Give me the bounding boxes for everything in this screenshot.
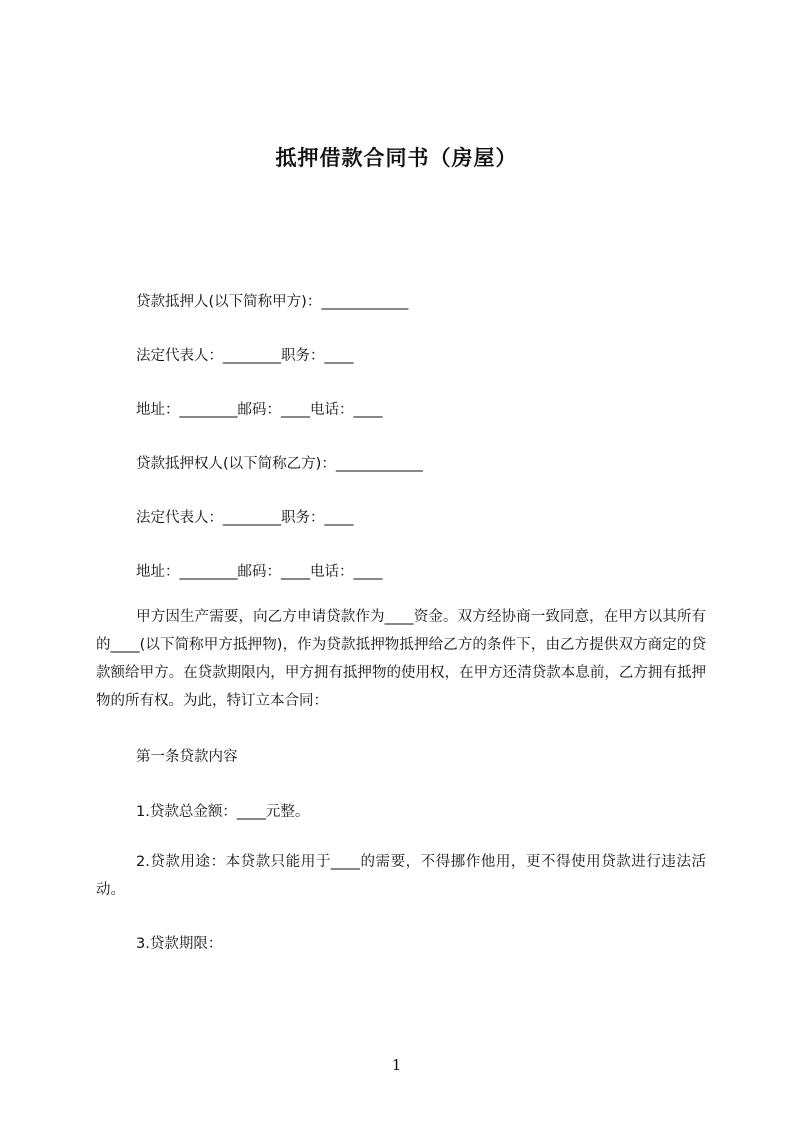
- lender-address-line: 地址：________邮码：____电话：____: [136, 564, 383, 580]
- lender-line: 贷款抵押权人(以下简称乙方)：____________: [136, 456, 423, 472]
- loan-purpose-text: 2.贷款用途：本贷款只能用于____的需要，不得挪作他用，更不得使用贷款进行违法活动。: [96, 854, 706, 898]
- loan-amount-item: 1.贷款总金额：____元整。: [136, 804, 310, 820]
- preamble-paragraph: [96, 603, 706, 715]
- document-title: 抵押借款合同书（房屋）: [275, 146, 518, 170]
- page-number: 1: [391, 1056, 402, 1074]
- lender-representative-line: 法定代表人：________职务：____: [136, 510, 354, 526]
- borrower-line: 贷款抵押人(以下简称甲方)：____________: [136, 294, 409, 310]
- article-1-heading: 第一条贷款内容: [136, 749, 238, 765]
- borrower-address-line: 地址：________邮码：____电话：____: [136, 402, 383, 418]
- borrower-representative-line: 法定代表人：________职务：____: [136, 348, 354, 364]
- loan-term-item: 3.贷款期限：: [136, 936, 223, 952]
- preamble-text: 甲方因生产需要，向乙方申请贷款作为____资金。双方经协商一致同意，在甲方以其所有的____(以下简称甲方抵押物)，作为贷款抵押物抵押给乙方的条件下，由乙方提供双方商定的贷款额给甲方。在贷款期限内，甲方拥有抵押物的使用权，在甲方还清贷款本息前，乙方拥有抵押物的所有权。为此，特订立本合同：: [96, 609, 706, 709]
- loan-purpose-item: [96, 848, 706, 904]
